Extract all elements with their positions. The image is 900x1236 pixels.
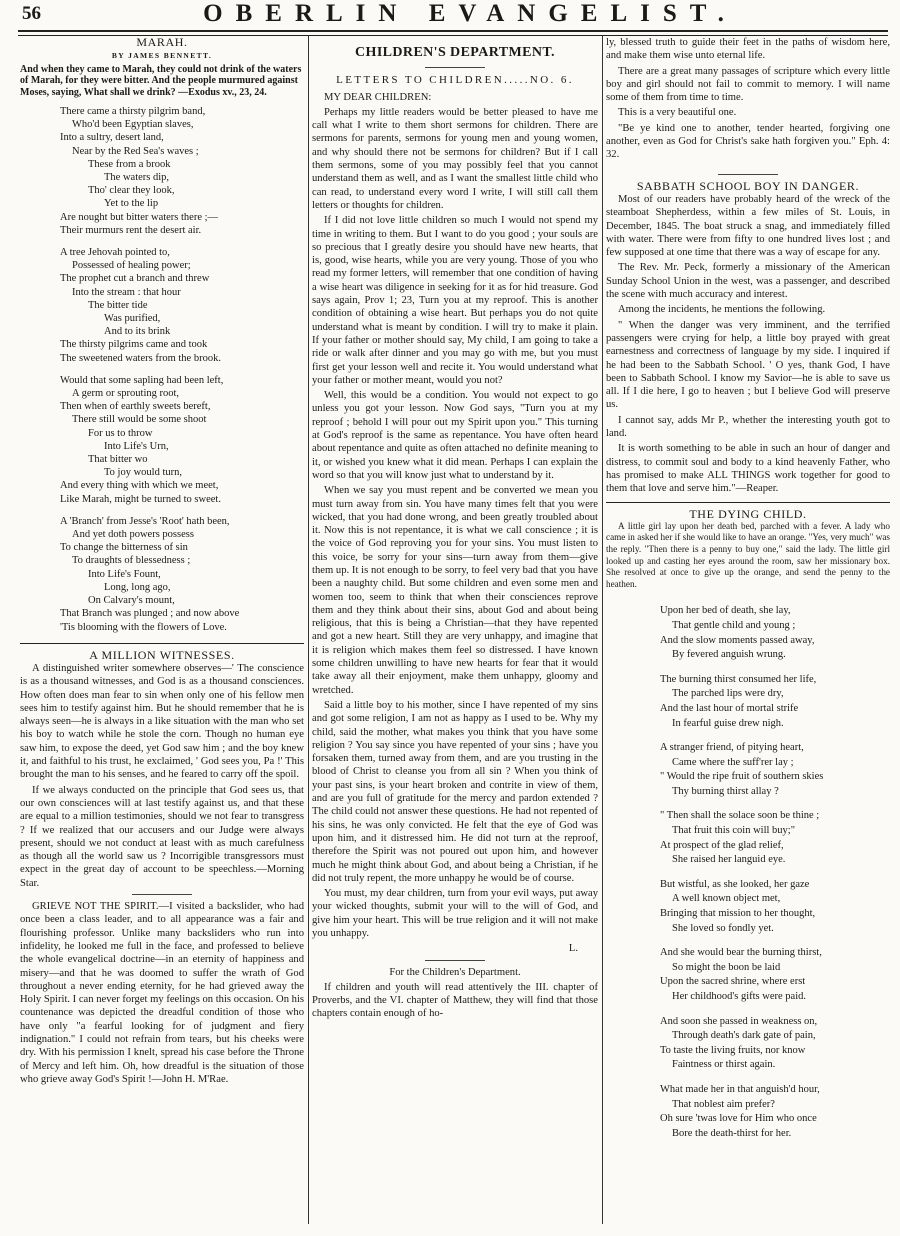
poem-line: A 'Branch' from Jesse's 'Root' hath been, xyxy=(60,515,230,527)
article-paragraph: The Rev. Mr. Peck, formerly a missionary of the American Sunday School Union in the west, was a passenger, and described the scene with much accuracy and interest. xyxy=(606,262,890,301)
poem-line: Into Life's Fount, xyxy=(88,568,161,580)
poem-line: Yet to the lip xyxy=(104,198,159,210)
poem-line: Into Life's Urn, xyxy=(104,440,169,452)
ornament-divider xyxy=(425,960,485,961)
poem-line: That bitter wo xyxy=(88,454,148,466)
poem-line: A stranger friend, of pitying heart, xyxy=(660,742,804,754)
poem-byline: BY JAMES BENNETT. xyxy=(111,51,213,61)
column-rule xyxy=(308,36,309,1224)
poem-line: Are nought but bitter waters there ;— xyxy=(60,211,219,223)
poem-line: That fruit this coin will buy;" xyxy=(672,825,795,837)
article-paragraph: Most of our readers have probably heard of the wreck of the steamboat Shepherdess, within a few miles of St. Louis, in December, 1845. The boat struck a snag, and immediately filled with water. There were from fifty to one hundred lives lost ; and few supposed at one time that there was a way of escape for any. xyxy=(606,193,890,259)
poem-line: " Would the ripe fruit of southern skies xyxy=(660,771,824,783)
poem-stanza xyxy=(606,946,890,1004)
poem-line: To change the bitterness of sin xyxy=(60,542,188,554)
poem-line: Was purified, xyxy=(104,313,161,325)
poem-line: And soon she passed in weakness on, xyxy=(660,1015,818,1027)
letter-paragraph: Said a little boy to his mother, since I have repented of my sins and got some religion, I am not as happy as I used to be. Why my child, said the mother, what makes you think that you have some religion ? You say since you have repented of your sins ; have you forsaken them, turned away from them, and are you trusting in the blood of Christ to cleanse you from all sin ? When you think of your past sins, is your heart broken and contrite in view of them, and are you full of gratitude for the mercy and pardon extended ? The child could not answer these questions. He had not repented of his sins, he was only convicted. He felt that the eye of God was upon him, and it distressed him. He did not turn at the reproof, therefore the Spirit was not poured out upon him, and however much he might think about God, and about being a Christian, if he did not truly repent, the more unhappy he would be of course. xyxy=(312,699,598,884)
poem-marah xyxy=(20,105,304,634)
poem-line: Would that some sapling had been left, xyxy=(60,374,224,386)
letter-paragraph: You must, my dear children, turn from your evil ways, put away your wicked thoughts, submit your will to the will of God, and give him your heart. This will be true religion and it will not make you unhappy. xyxy=(312,888,598,939)
poem-line: Who'd been Egyptian slaves, xyxy=(72,119,194,131)
article-paragraph: ly, blessed truth to guide their feet in the paths of wisdom here, and make them wise unto eternal life. xyxy=(606,37,890,62)
poem-line: To joy would turn, xyxy=(104,467,183,479)
section-rule xyxy=(606,502,890,503)
ornament-divider xyxy=(718,174,778,175)
poem-line: The prophet cut a branch and threw xyxy=(60,273,210,285)
article-paragraph: It is worth something to be able in such an hour of danger and distress, to commit soul and body to a kind heavenly Father, who has promised to make ALL THINGS work together for good to them that love and serve him."—Reaper. xyxy=(606,443,890,495)
poem-line: She raised her languid eye. xyxy=(672,854,786,866)
poem-line: The burning thirst consumed her life, xyxy=(660,673,817,685)
poem-line: And she would bear the burning thirst, xyxy=(660,947,822,959)
poem-stanza xyxy=(606,673,890,731)
article-title: THE DYING CHILD. xyxy=(689,506,807,521)
article-paragraph: This is a very beautiful one. xyxy=(618,107,737,119)
poem-line: The thirsty pilgrims came and took xyxy=(60,339,208,351)
column-1 xyxy=(20,36,304,1228)
poem-line: What made her in that anguish'd hour, xyxy=(660,1083,820,1095)
poem-line: A germ or sprouting root, xyxy=(72,388,180,400)
poem-line: But wistful, as she looked, her gaze xyxy=(660,878,810,890)
poem-line: Possessed of healing power; xyxy=(72,260,191,272)
poem-line: And to its brink xyxy=(104,326,171,338)
article-paragraph: A distinguished writer somewhere observes—' The conscience is as a thousand witnesses, and God is as a thousand consciences. How often does man fear to sin when only one of his fellow men sees him to testify against him. But he should remember that he is always seen—he is always in a like situation with the man who set his boy to watch while he stole the corn. Though no human eye saw him, to expose the deed, yet God saw him ; and the boy knew it, and faithful to his trust, he exclaimed, ' God sees you, Pa !' This brought the man to his senses, and he feared to carry off the spoil. xyxy=(20,663,304,781)
poem-line: And the last hour of mortal strife xyxy=(660,702,799,714)
poem-stanza xyxy=(606,809,890,867)
poem-line: She loved so fondly yet. xyxy=(672,922,774,934)
poem-stanza xyxy=(606,1015,890,1073)
poem-line: Tho' clear they look, xyxy=(88,185,175,197)
article-paragraph: GRIEVE NOT THE SPIRIT.—I visited a backslider, who had once been a class leader, and to all appearance was a fair and flourishing professor. Unlike many backsliders who run into infidelity, he looked me full in the face, and professed to believe the whole evangelical doctrine—in an eternity of happiness and misery—and that he was doomed to suffer the wrath of God throughout a never ending eternity, for he had grieved away the Holy Spirit. I can never forget my feelings on this occasion. On his countenance was depicted the dreadful condition of those who have only "a fearful looking for of judgment and fiery indignation." I could not refrain from tears, but his cheeks were dry. With his permission I knelt, spread his case before the Throne of Mercy and left him. Oh, how dreadful is the situation of those who grieve away God's Spirit !—John H. M'Rae. xyxy=(20,901,304,1085)
poem-line: To draughts of blessedness ; xyxy=(72,555,191,567)
article-intro: A little girl lay upon her death bed, parched with a fever. A lady who came in asked her if she would like to have an orange. "Yes, very much" was the reply. "Then there is a penny to buy one," said the lady. The little girl looked up and casting her eyes around the room, saw her missionary box. She resolved at once to give up the orange, and send the penny to the heathen. xyxy=(606,520,890,589)
poem-line: And yet doth powers possess xyxy=(72,529,194,541)
poem-line: Their murmurs rent the desert air. xyxy=(60,224,202,236)
poem-line: On Calvary's mount, xyxy=(88,595,175,607)
poem-line: These from a brook xyxy=(88,158,171,170)
article-paragraph: I cannot say, adds Mr P., whether the interesting youth got to land. xyxy=(606,414,890,440)
poem-line: By fevered anguish wrung. xyxy=(672,649,786,661)
poem-line: Upon her bed of death, she lay, xyxy=(660,605,791,617)
poem-line: The waters dip, xyxy=(104,172,170,183)
poem-line: At prospect of the glad relief, xyxy=(660,839,784,851)
letter-heading: LETTERS TO CHILDREN.....NO. 6. xyxy=(336,74,574,87)
poem-line: " Then shall the solace soon be thine ; xyxy=(660,810,820,822)
poem-line: Into a sultry, desert land, xyxy=(60,132,164,144)
poem-stanza xyxy=(20,515,304,634)
salutation: MY DEAR CHILDREN: xyxy=(324,91,432,103)
poem-line: There still would be some shoot xyxy=(72,414,207,426)
poem-line: There came a thirsty pilgrim band, xyxy=(60,105,206,117)
article-title: SABBATH SCHOOL BOY IN DANGER. xyxy=(636,178,860,193)
poem-line: Oh sure 'twas love for Him who once xyxy=(660,1113,817,1125)
letter-paragraph: Well, this would be a condition. You would not expect to go unless you got your lesson. Now God says, "Turn you at my reproof ; behold I will pour out my Spirit upon you." This turning at God's reproof is the same as repentance. You have often heard about repentance and quite as often attached no definite meaning to it, or wished you knew what it did mean. Perhaps I can explain the word so that you will know just what to understand by it. xyxy=(312,390,598,481)
poem-line: 'Tis blooming with the flowers of Love. xyxy=(60,621,227,633)
poem-line: A tree Jehovah pointed to, xyxy=(60,247,170,259)
poem-line: Through death's dark gate of pain, xyxy=(672,1030,816,1042)
poem-line: Near by the Red Sea's waves ; xyxy=(72,145,199,157)
poem-line: Faintness or thirst again. xyxy=(672,1059,776,1071)
poem-line: That Branch was plunged ; and now above xyxy=(60,608,240,620)
letter-paragraph: When we say you must repent and be converted we mean you must turn away from sin. You have many times felt that you were wicked, that you had done wrong, and been greatly troubled about it. Now this is not repentance, it is what we call conscience ; it is the voice of God reproving you for your sins. You must listen to this voice, be sorry for your sins—turn away from them—give them up. It is not enough to be sorry, to feel very bad that you have been a naughty child. But some children and even some men and women too, seem to think that when their consciences reprove them and they think about their sins, about God and about being religious, that this is being a Christian—that they have repented and got a new heart. Still they are very unhappy, and imagine that it is religion which makes them feel so distressed. I have known some children unwilling to have new hearts for fear that it would take away all their enjoyment, make them unhappy, gloomy and wretched. xyxy=(312,485,598,696)
article-paragraph: "Be ye kind one to another, tender hearted, forgiving one another, even as God for Christ's sake hath forgiven you." Eph. 4: 32. xyxy=(606,122,890,161)
poem-title: MARAH. xyxy=(136,36,188,49)
poem-line: Came where the suff'rer lay ; xyxy=(672,756,794,768)
poem-stanza xyxy=(20,105,304,237)
poem-stanza xyxy=(606,741,890,799)
department-title: CHILDREN'S DEPARTMENT. xyxy=(355,45,555,60)
article-paragraph: If we always conducted on the principle that God sees us, that our own consciences will at last testify against us, and that these are equal to a million testimonies, should we not fear to transgress ? If we realized that our accusers and our Judge were always present, should we not conduct at least with as much carefulness as though all the world saw us ? Incorrigible transgressors must expect in the great day of account to be speechless.—Morning Star. xyxy=(20,784,304,889)
letter-paragraph: If children and youth will read attentively the III. chapter of Proverbs, and the VI. chapter of Matthew, they will find that those chapters contain enough of ho- xyxy=(312,981,598,1020)
poem-line: That gentle child and young ; xyxy=(672,619,796,631)
poem-line: Bore the death-thirst for her. xyxy=(672,1127,792,1139)
ornament-divider xyxy=(132,894,192,895)
poem-line: Into the stream : that hour xyxy=(72,286,181,298)
poem-line: So might the boon be laid xyxy=(672,961,781,973)
poem-line: Upon the sacred shrine, where erst xyxy=(660,976,806,988)
page-number: 56 xyxy=(22,3,41,24)
letter-paragraph: Perhaps my little readers would be better pleased to have me call what I write to them short sermons for children. There are sermons for parents, sermons for young men and young women, and why should there not be sermons for children? But if I call them sermons, some of you may possibly feel that you cannot understand them as well, and as I want the smallest little child who can read, to understand every word I write, I will still call them letters or thoughts for children. xyxy=(312,106,598,211)
poem-line: Long, long ago, xyxy=(104,581,171,593)
poem-line: The sweetened waters from the brook. xyxy=(60,352,221,364)
poem-line: A well known object met, xyxy=(672,893,781,905)
ornament-divider xyxy=(425,67,485,68)
poem-stanza xyxy=(606,878,890,936)
poem-line: That noblest aim prefer? xyxy=(672,1098,775,1110)
article-paragraph: " When the danger was very imminent, and the terrified passengers were crying for help, a little boy prayed with great earnestness and correctness of language by my side. I inquired if he had been to the Sabbath School. ' O yes, thank God, I have been to Sabbath School. I know my Savior—he is able to save us all. If I die here, I go to heaven ; but I believe God will preserve us. xyxy=(606,319,890,411)
article-paragraph: Among the incidents, he mentions the following. xyxy=(618,304,826,316)
poem-epigraph: And when they came to Marah, they could not drink of the waters of Marah, for they were bitter. And the people murmured against Moses, saying, What shall we drink? —Exodus xv., 23, 24. xyxy=(20,63,302,99)
column-3 xyxy=(606,36,890,1228)
poem-line: Her childhood's gifts were paid. xyxy=(672,991,806,1003)
poem-line: The parched lips were dry, xyxy=(672,688,784,700)
article-paragraph: There are a great many passages of scripture which every little boy and girl should not fail to commit to memory. I will name some of them from time to time. xyxy=(606,65,890,104)
column-2 xyxy=(312,36,598,1228)
poem-stanza xyxy=(20,246,304,365)
poem-line: Bringing that mission to her thought, xyxy=(660,908,816,920)
poem-stanza xyxy=(20,374,304,506)
poem-line: To taste the living fruits, nor know xyxy=(660,1044,806,1056)
poem-line: Thy burning thirst allay ? xyxy=(672,785,779,797)
masthead xyxy=(0,0,900,30)
poem-line: Like Marah, might be turned to sweet. xyxy=(60,493,221,505)
poem-line: And every thing with which we meet, xyxy=(60,480,219,492)
letter-signature: L. xyxy=(568,943,578,955)
article-title: A MILLION WITNESSES. xyxy=(89,647,235,662)
poem-line: In fearful guise drew nigh. xyxy=(672,717,784,729)
poem-dying-child xyxy=(606,604,890,1141)
poem-line: And the slow moments passed away, xyxy=(660,634,815,646)
letter-paragraph: If I did not love little children so much I would not spend my time in writing to them. But I want to do you good ; your souls are so precious that I greatly desire you should have new hearts, that is, good, wise hearts, while you are very young. Those of you who read my former letters, will remember that one condition of having a wise heart was diligence in seeking for it as for hid treasure. God says again, Prov 1; 23, Turn you at my reproof. This is another condition of obtaining a wise heart. But perhaps you do not quite understand what is meant by condition. I will try to make it plain. If your father or mother should say, My child, I am going to take a ride or walk after dinner and you may go with me, but you must first get your lesson well and recite it. You would understand what your father or mother meant, would you not? xyxy=(312,215,598,386)
poem-stanza xyxy=(606,1083,890,1141)
section-rule xyxy=(20,643,304,644)
poem-stanza xyxy=(606,604,890,662)
poem-line: The bitter tide xyxy=(88,299,148,311)
column-rule xyxy=(602,36,603,1224)
newspaper-title: OBERLIN EVANGELIST. xyxy=(203,0,737,27)
poem-line: Then when of earthly sweets bereft, xyxy=(60,401,211,413)
poem-line: For us to throw xyxy=(88,427,153,439)
subheading: For the Children's Department. xyxy=(389,966,521,978)
